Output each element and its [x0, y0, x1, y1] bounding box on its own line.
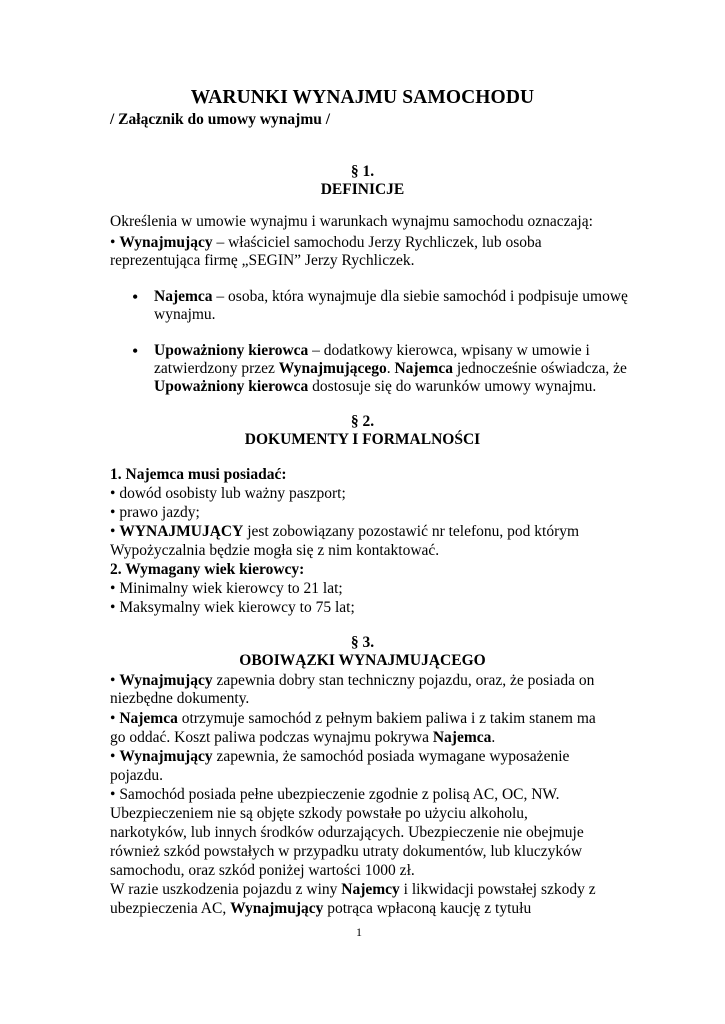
section-3-number: § 3. [350, 634, 375, 651]
text: jednocześnie oświadcza, że [453, 360, 627, 377]
definition-upowazniony-cont-1 [154, 360, 627, 378]
definition-upowazniony-cont-2 [154, 378, 596, 396]
term-najemca: Najemca [432, 729, 492, 746]
text: ubezpieczenia AC, [110, 900, 231, 917]
bullet-icon: • [110, 234, 116, 251]
obligation-item [110, 748, 569, 766]
list-item [110, 523, 579, 541]
requirements-heading: 1. Najemca musi posiadać: [110, 466, 287, 483]
damage-paragraph-cont [110, 900, 531, 918]
obligation-cont: samochodu, oraz szkód poniżej wartości 1000 zł. [110, 862, 415, 879]
term-wynajmujacy: WYNAJMUJĄCY [119, 523, 244, 540]
definition-text: – dodatkowy kierowca, wpisany w umowie i [308, 342, 590, 359]
age-heading: 2. Wymagany wiek kierowcy: [110, 561, 305, 578]
obligation-item [110, 710, 596, 728]
bullet-icon: • [110, 786, 116, 803]
section-3-heading: OBOIWĄZKI WYNAJMUJĄCEGO [239, 652, 486, 669]
term-najemca: Najemca [394, 360, 453, 377]
term-najemca: Najemca [119, 710, 178, 727]
term-wynajmujacy: Wynajmujący [119, 234, 213, 251]
bullet-icon: • [110, 504, 116, 521]
text: i likwidacji powstałej szkody z [399, 881, 596, 898]
bullet-icon: • [110, 580, 116, 597]
text: . [386, 360, 395, 377]
bullet-icon: • [132, 287, 139, 307]
text: go oddać. Koszt paliwa podczas wynajmu pokrywa [110, 729, 433, 746]
obligation-item [110, 786, 560, 804]
definition-wynajmujacy [110, 234, 542, 252]
item-text: jest zobowiązany pozostawić nr telefonu, pod którym [243, 523, 580, 540]
section-1-heading: DEFINICJE [320, 181, 405, 198]
text: zatwierdzony przez [154, 360, 279, 377]
item-text: zapewnia, że samochód posiada wymagane wyposażenie [212, 748, 570, 765]
term-wynajmujacy: Wynajmujący [119, 748, 213, 765]
section-1-number: § 1. [350, 163, 375, 180]
term-wynajmujacy: Wynajmujący [230, 900, 324, 917]
item-text: otrzymuje samochód z pełnym bakiem paliwa i z takim stanem ma [177, 710, 596, 727]
term-wynajmujacy: Wynajmujący [119, 672, 213, 689]
section-2-heading: DOKUMENTY I FORMALNOŚCI [244, 431, 481, 448]
document-title: WARUNKI WYNAJMU SAMOCHODU [190, 87, 535, 108]
item-text: Samochód posiada pełne ubezpieczenie zgodnie z polisą AC, OC, NW. [115, 786, 560, 803]
bullet-icon: • [110, 485, 116, 502]
text: dostosuje się do warunków umowy wynajmu. [308, 378, 597, 395]
definition-wynajmujacy-cont: reprezentująca firmę „SEGIN” Jerzy Rychliczek. [110, 252, 415, 269]
item-text: Maksymalny wiek kierowcy to 75 lat; [115, 599, 355, 616]
bullet-icon: • [110, 523, 116, 540]
obligation-item [110, 672, 594, 690]
item-text: prawo jazdy; [115, 504, 200, 521]
obligation-cont: również szkód powstałych w przypadku utraty dokumentów, lub kluczyków [110, 843, 583, 860]
term-najemca: Najemca [154, 288, 213, 305]
definition-upowazniony [154, 342, 590, 360]
bullet-icon: • [110, 710, 116, 727]
definition-najemca [154, 288, 628, 306]
list-item [110, 599, 355, 617]
definition-najemca-cont: wynajmu. [154, 306, 216, 323]
item-text: zapewnia dobry stan techniczny pojazdu, oraz, że posiada on [212, 672, 595, 689]
definitions-intro: Określenia w umowie wynajmu i warunkach wynajmu samochodu oznaczają: [110, 213, 593, 230]
bullet-icon: • [110, 748, 116, 765]
list-item [110, 485, 346, 503]
text: . [491, 729, 496, 746]
text: potrąca wpłaconą kaucję z tytułu [323, 900, 532, 917]
obligation-cont: pojazdu. [110, 767, 163, 784]
bullet-icon: • [110, 672, 116, 689]
bullet-icon: • [110, 599, 116, 616]
bullet-icon: • [132, 341, 139, 361]
obligation-cont: narkotyków, lub innych środków odurzających. Ubezpieczenie nie obejmuje [110, 824, 584, 841]
text: W razie uszkodzenia pojazdu z winy [110, 881, 342, 898]
definition-text: – właściciel samochodu Jerzy Rychliczek, lub osoba [212, 234, 542, 251]
page-number: 1 [356, 925, 362, 939]
obligation-cont [110, 729, 495, 747]
obligation-cont: niezbędne dokumenty. [110, 690, 250, 707]
term-wynajmujacego: Wynajmującego [278, 360, 387, 377]
term-upowazniony: Upoważniony kierowca [154, 342, 309, 359]
document-subtitle: / Załącznik do umowy wynajmu / [110, 111, 331, 128]
item-text: Minimalny wiek kierowcy to 21 lat; [115, 580, 343, 597]
obligation-cont: Ubezpieczeniem nie są objęte szkody powstałe po użyciu alkoholu, [110, 805, 528, 822]
list-item-cont: Wypożyczalnia będzie mogła się z nim kontaktować. [110, 542, 440, 559]
definition-text: – osoba, która wynajmuje dla siebie samochód i podpisuje umowę [212, 288, 628, 305]
term-najemcy: Najemcy [341, 881, 400, 898]
list-item [110, 504, 200, 522]
section-2-number: § 2. [350, 413, 375, 430]
item-text: dowód osobisty lub ważny paszport; [115, 485, 346, 502]
damage-paragraph [110, 881, 596, 899]
list-item [110, 580, 343, 598]
term-upowazniony: Upoważniony kierowca [154, 378, 309, 395]
